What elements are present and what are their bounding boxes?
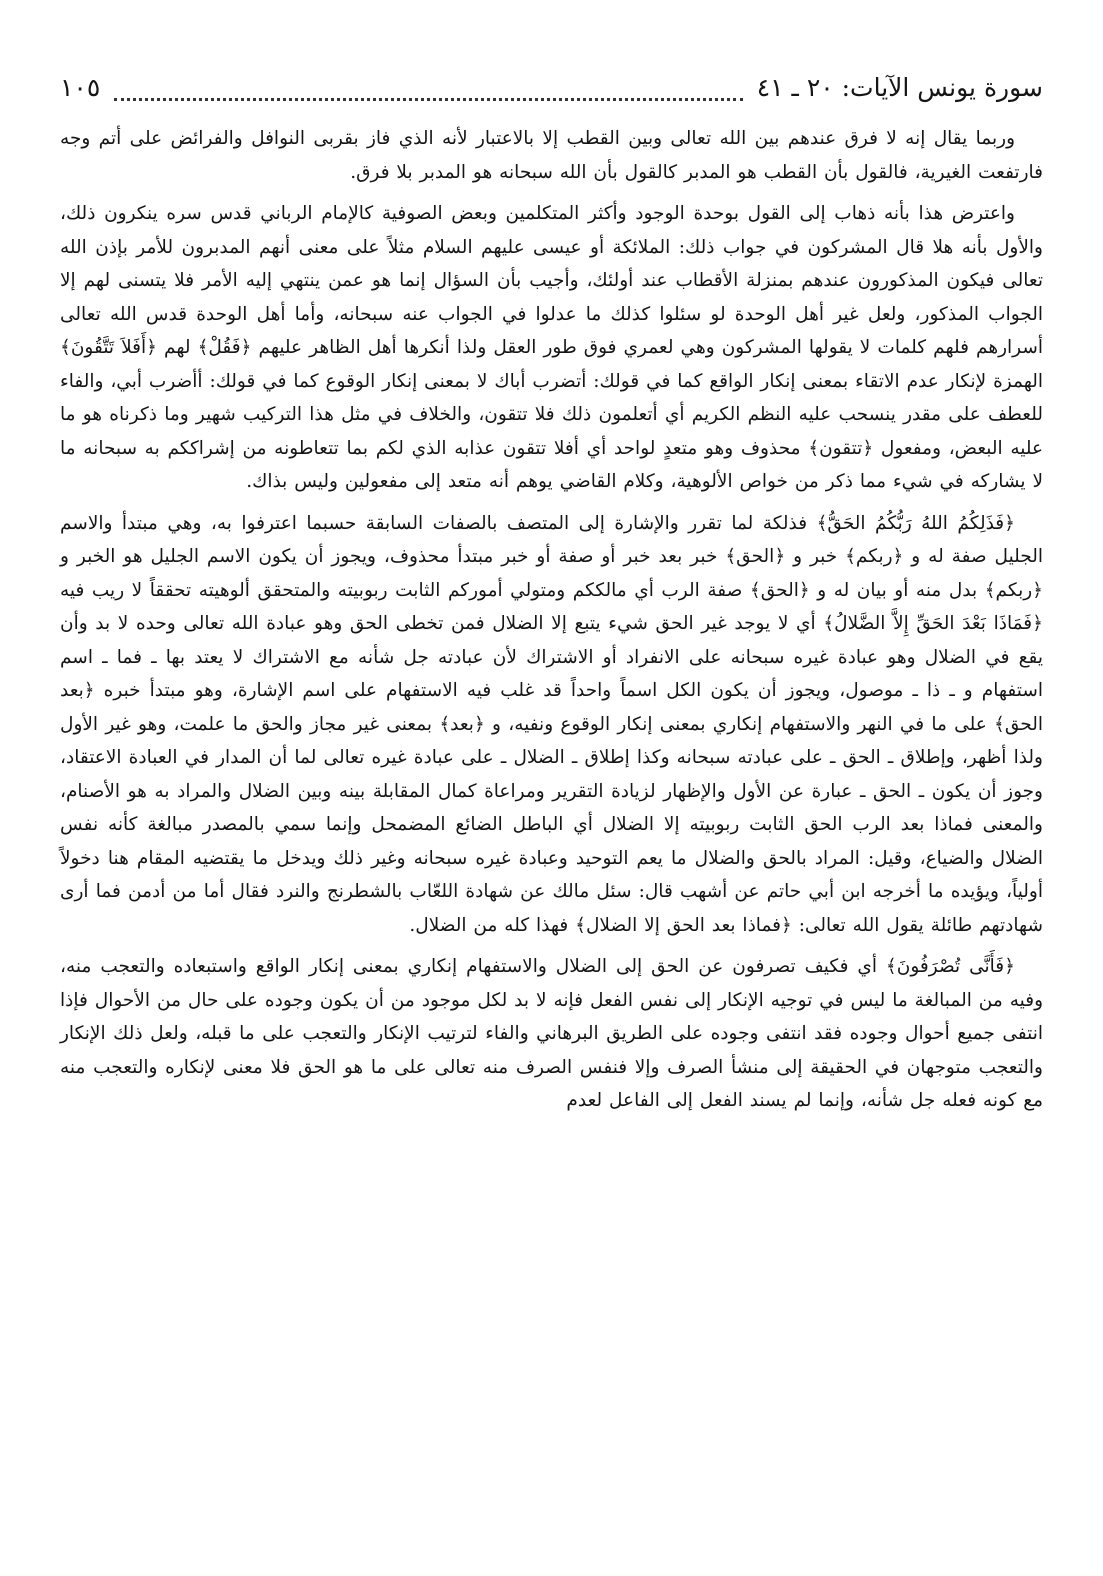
- running-head: [60, 66, 1043, 110]
- paragraph: وربما يقال إنه لا فرق عندهم بين الله تعالى وبين القطب إلا بالاعتبار لأنه الذي فاز بقربى النوافل والفرائض على أتم وجه فارتفعت الغيرية، فالقول بأن القطب هو المدبر كالقول بأن الله سبحانه هو المدبر بلا فرق.: [60, 128, 1043, 183]
- paragraph: واعترض هذا بأنه ذهاب إلى القول بوحدة الوجود وأكثر المتكلمين وبعض الصوفية كالإمام الرباني قدس سره ينكرون ذلك، والأول بأنه هلا قال المشركون في جواب ذلك: الملائكة أو عيسى عليهم السلام مثلاً على معنى أنهم المدبرون للأمر بإذن الله تعالى فيكون المذكورون عندهم بمنزلة الأقطاب عند أولئك، وأجيب بأن السؤال إنما هو عمن ينتهي إليه الأمر فلا يتسنى لهم إلا الجواب المذكور، ولعل غير أهل الوحدة لو سئلوا كذلك ما عدلوا في الجواب عنه سبحانه، وأما أهل الوحدة قدس الله تعالى أسرارهم فلهم كلمات لا يقولها المشركون وهي لعمري فوق طور العقل ولذا أنكرها أهل الظاهر عليهم ﴿فَقُلْ﴾ لهم ﴿أَفَلاَ تَتَّقُونَ﴾ الهمزة لإنكار عدم الاتقاء بمعنى إنكار الواقع كما في قولك: أتضرب أباك لا بمعنى إنكار الوقوع كما في قولك: أأضرب أبي، والفاء للعطف على مقدر ينسحب عليه النظم الكريم أي أتعلمون ذلك فلا تتقون، والخلاف في مثل هذا التركيب شهير وما ذكرناه هو ما عليه البعض، ومفعول ﴿تتقون﴾ محذوف وهو متعدٍ لواحد أي أفلا تتقون عذابه الذي لكم بما تتعاطونه من إشراككم به سبحانه ما لا يشاركه في شيء مما ذكر من خواص الألوهية، وكلام القاضي يوهم أنه متعد إلى مفعولين وليس بذاك.: [60, 203, 1043, 492]
- running-head-title: سورة يونس الآيات: ٢٠ ـ ٤١: [756, 73, 1043, 102]
- page-number: ١٠٥: [60, 73, 101, 102]
- paragraph: ﴿فَأَنَّى تُصْرَفُونَ﴾ أي فكيف تصرفون عن الحق إلى الضلال والاستفهام إنكاري بمعنى إنكار الواقع واستبعاده والتعجب منه، وفيه من المبالغة ما ليس في توجيه الإنكار إلى نفس الفعل فإنه لا بد لكل موجود من أن يكون وجوده على حال من الأحوال فإذا انتفى جميع أحوال وجوده فقد انتفى وجوده على الطريق البرهاني والفاء لترتيب الإنكار والتعجب على ما قبله، ولعل ذلك الإنكار والتعجب متوجهان في الحقيقة إلى منشأ الصرف وإلا فنفس الصرف منه تعالى على ما هو الحق فلا معنى لإنكاره والتعجب منه مع كونه فعله جل شأنه، وإنما لم يسند الفعل إلى الفاعل لعدم: [60, 956, 1043, 1111]
- book-page: [60, 66, 1043, 1546]
- dotted-leader: [114, 76, 742, 101]
- paragraph: ﴿فَذَلِكُمُ اللهُ رَبُّكُمُ الحَقُّ﴾ فذلكة لما تقرر والإشارة إلى المتصف بالصفات السابقة حسبما اعترفوا به، وهي مبتدأ والاسم الجليل صفة له و ﴿ربكم﴾ خبر و ﴿الحق﴾ خبر بعد خبر أو صفة أو خبر مبتدأ محذوف، ويجوز أن يكون الاسم الجليل هو الخبر و ﴿ربكم﴾ بدل منه أو بيان له و ﴿الحق﴾ صفة الرب أي مالككم ومتولي أموركم الثابت ربوبيته والمتحقق ألوهيته تحققاً لا ريب فيه ﴿فَمَاذَا بَعْدَ الحَقِّ إِلاَّ الضَّلالُ﴾ أي لا يوجد غير الحق شيء يتبع إلا الضلال فمن تخطى الحق وهو عبادة الله تعالى وحده لا بد وأن يقع في الضلال وهو عبادة غيره سبحانه على الانفراد أو الاشتراك لأن عبادته جل شأنه مع الاشتراك لا يعتد بها ـ فما ـ اسم استفهام و ـ ذا ـ موصول، ويجوز أن يكون الكل اسماً واحداً قد غلب فيه الاستفهام على اسم الإشارة، وهو مبتدأ خبره ﴿بعد الحق﴾ على ما في النهر والاستفهام إنكاري بمعنى إنكار الوقوع ونفيه، و ﴿بعد﴾ بمعنى غير مجاز والحق ما علمت، وهو غير الأول ولذا أظهر، وإطلاق ـ الحق ـ على عبادته سبحانه وكذا إطلاق ـ الضلال ـ على عبادة غيره تعالى لما أن المدار في العبادة الاعتقاد، وجوز أن يكون ـ الحق ـ عبارة عن الأول والإظهار لزيادة التقرير ومراعاة كمال المقابلة بينه وبين الضلال والمراد به هو الأصنام، والمعنى فماذا بعد الرب الحق الثابت ربوبيته إلا الضلال أي الباطل الضائع المضمحل وإنما سمي بالمصدر مبالغة كأنه نفس الضلال والضياع، وقيل: المراد بالحق والضلال ما يعم التوحيد وعبادة غيره سبحانه وغير ذلك ويدخل ما يقتضيه المقام هنا دخولاً أولياً، ويؤيده ما أخرجه ابن أبي حاتم عن أشهب قال: سئل مالك عن شهادة اللعّاب بالشطرنج والنرد فقال أما من أدمن فما أرى شهادتهم طائلة يقول الله تعالى: ﴿فماذا بعد الحق إلا الضلال﴾ فهذا كله من الضلال.: [60, 512, 1043, 936]
- body-text: [60, 122, 1043, 1118]
